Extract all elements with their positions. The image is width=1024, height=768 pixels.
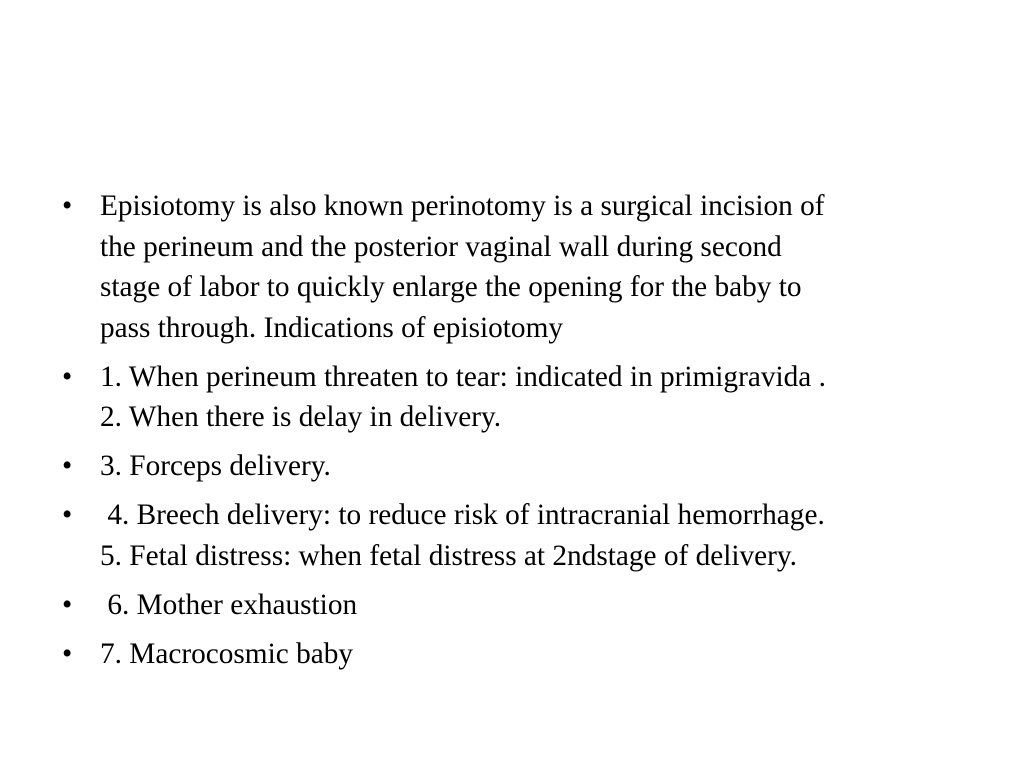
bullet-item-episiotomy-definition xyxy=(62,186,962,348)
bullet-text-line: the perineum and the posterior vaginal wall during second xyxy=(100,230,782,263)
bullet-text-line: stage of labor to quickly enlarge the opening for the baby to xyxy=(100,271,802,303)
bullet-dot-icon: • xyxy=(62,450,73,482)
bullet-dot-icon: • xyxy=(62,499,73,531)
bullet-text-line: 6. Mother exhaustion xyxy=(100,588,358,621)
bullet-text-line: pass through. Indications of episiotomy xyxy=(100,311,563,344)
bullet-text-line: 1. When perineum threaten to tear: indicated in primigravida . xyxy=(100,360,826,393)
bullet-text-line: 5. Fetal distress: when fetal distress at 2ndstage of delivery. xyxy=(100,539,797,572)
bullet-text-line: 4. Breech delivery: to reduce risk of intracranial hemorrhage. xyxy=(100,499,825,531)
bullet-text-line: 3. Forceps delivery. xyxy=(100,450,331,482)
bullet-dot-icon: • xyxy=(62,637,73,670)
bullet-text-line: 7. Macrocosmic baby xyxy=(100,637,354,670)
bullet-dot-icon: • xyxy=(62,588,73,621)
bullet-item-mother-exhaustion xyxy=(62,585,962,626)
bullet-dot-icon: • xyxy=(62,190,73,222)
bullet-text-line: 2. When there is delay in delivery. xyxy=(100,401,502,433)
bullet-item-breech-fetal-distress xyxy=(62,495,962,576)
bullet-dot-icon: • xyxy=(62,360,73,393)
bullet-item-indications-1-2 xyxy=(62,357,962,438)
bullet-text-line: Episiotomy is also known perinotomy is a surgical incision of xyxy=(100,190,825,222)
bullet-item-macrocosmic-baby xyxy=(62,634,962,675)
bullet-list xyxy=(62,186,962,683)
bullet-item-forceps-delivery xyxy=(62,446,962,487)
